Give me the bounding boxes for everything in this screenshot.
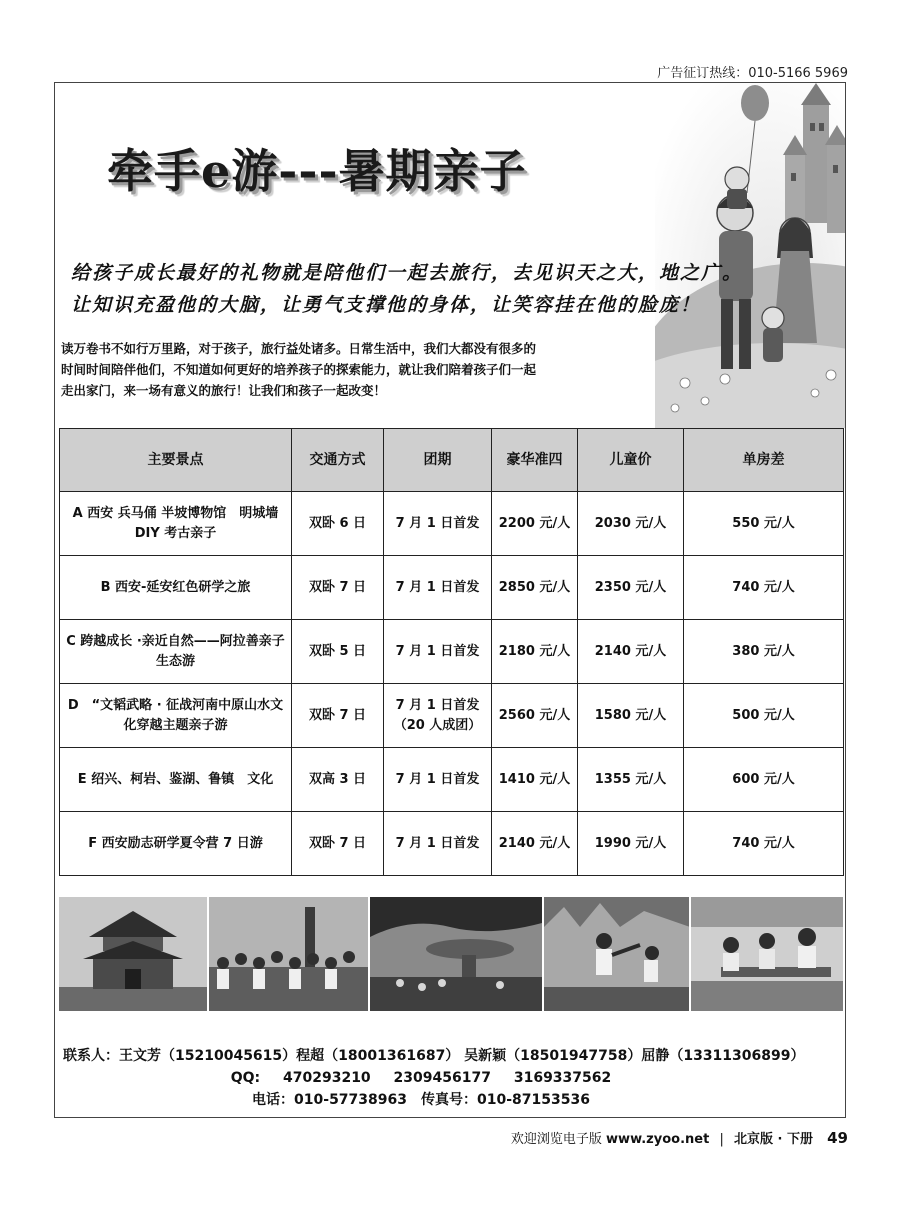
contact-qq <box>63 1067 839 1089</box>
ad-hotline: 广告征订热线：010-5166 5969 <box>657 66 848 81</box>
footer-url-link[interactable]: www.zyoo.net <box>606 1132 710 1147</box>
tour-transport: 双卧 5 日 <box>292 620 384 684</box>
table-header-row <box>60 429 844 492</box>
table-row <box>60 556 844 620</box>
tour-single-supplement: 740 元/人 <box>684 556 844 620</box>
group-photo-1 <box>209 897 369 1011</box>
qq-number: 470293210 <box>283 1070 371 1086</box>
tour-child-price: 1990 元/人 <box>578 812 684 876</box>
tour-transport: 双高 3 日 <box>292 748 384 812</box>
table-row <box>60 492 844 556</box>
page-footer <box>511 1128 848 1147</box>
photo-strip <box>59 897 843 1011</box>
table-row <box>60 684 844 748</box>
tour-deluxe-price: 2560 元/人 <box>492 684 578 748</box>
tour-single-supplement: 380 元/人 <box>684 620 844 684</box>
footer-welcome: 欢迎浏览电子版 <box>510 1132 602 1147</box>
slogan-line-2: 让知识充盈他的大脑，让勇气支撑他的身体，让笑容挂在他的脸庞！ <box>71 294 702 316</box>
tour-deluxe-price: 1410 元/人 <box>492 748 578 812</box>
headline: 牵手e游---暑期亲子 <box>107 144 527 198</box>
qq-label: QQ: <box>230 1070 261 1086</box>
contact-block <box>63 1045 839 1111</box>
tour-departure: 7 月 1 日首发 <box>384 620 492 684</box>
martial-arts-photo <box>544 897 690 1011</box>
col-header-spots: 主要景点 <box>60 429 292 492</box>
tour-spots: E 绍兴、柯岩、鉴湖、鲁镇 文化 <box>60 748 292 812</box>
tour-single-supplement: 600 元/人 <box>684 748 844 812</box>
col-header-deluxe-price: 豪华准四 <box>492 429 578 492</box>
qq-number: 3169337562 <box>513 1070 612 1086</box>
intro-paragraph: 读万卷书不如行万里路，对于孩子，旅行益处诸多。日常生活中，我们大都没有很多的时间时间陪伴他们，不知道如何更好的培养孩子的探索能力，就让我们陪着孩子们一起走出家门，来一场有意义的旅行！让我们和孩子一起改变！ <box>61 341 537 398</box>
page-number: 49 <box>827 1129 848 1147</box>
tour-single-supplement: 500 元/人 <box>684 684 844 748</box>
table-row <box>60 620 844 684</box>
tour-price-table <box>59 428 844 876</box>
tour-single-supplement: 740 元/人 <box>684 812 844 876</box>
col-header-transport: 交通方式 <box>292 429 384 492</box>
table-row <box>60 812 844 876</box>
tour-departure: 7 月 1 日首发（20 人成团） <box>384 684 492 748</box>
tour-transport: 双卧 7 日 <box>292 684 384 748</box>
col-header-departure: 团期 <box>384 429 492 492</box>
qq-number: 2309456177 <box>393 1070 491 1086</box>
tour-transport: 双卧 7 日 <box>292 812 384 876</box>
table-row <box>60 748 844 812</box>
tour-deluxe-price: 2180 元/人 <box>492 620 578 684</box>
tour-departure: 7 月 1 日首发 <box>384 492 492 556</box>
tour-spots: B 西安-延安红色研学之旅 <box>60 556 292 620</box>
col-header-child-price: 儿童价 <box>578 429 684 492</box>
tour-departure: 7 月 1 日首发 <box>384 556 492 620</box>
tour-child-price: 2140 元/人 <box>578 620 684 684</box>
bell-tower-photo <box>59 897 207 1011</box>
footer-divider: | <box>719 1132 724 1147</box>
tour-deluxe-price: 2140 元/人 <box>492 812 578 876</box>
tour-deluxe-price: 2850 元/人 <box>492 556 578 620</box>
footer-edition: 北京版 · 下册 <box>733 1132 813 1147</box>
tour-spots: C 跨越成长 ·亲近自然——阿拉善亲子生态游 <box>60 620 292 684</box>
advert-frame <box>54 82 846 1118</box>
tour-departure: 7 月 1 日首发 <box>384 812 492 876</box>
tour-child-price: 2350 元/人 <box>578 556 684 620</box>
tour-transport: 双卧 7 日 <box>292 556 384 620</box>
slogan-line-1: 给孩子成长最好的礼物就是陪他们一起去旅行，去见识天之大，地之广。 <box>71 262 744 284</box>
contact-people: 联系人：王文芳（15210045615）程超（18001361687） 吴新颖（18501947758）屈静（13311306899） <box>63 1048 805 1064</box>
tour-deluxe-price: 2200 元/人 <box>492 492 578 556</box>
tour-spots: F 西安励志研学夏令营 7 日游 <box>60 812 292 876</box>
tour-spots: D “文韬武略 · 征战河南中原山水文化穿越主题亲子游 <box>60 684 292 748</box>
tour-departure: 7 月 1 日首发 <box>384 748 492 812</box>
tour-child-price: 2030 元/人 <box>578 492 684 556</box>
family-illustration <box>655 83 846 428</box>
col-header-single-supplement: 单房差 <box>684 429 844 492</box>
contact-phone-fax: 电话：010-57738963 传真号：010-87153536 <box>252 1092 590 1108</box>
tour-single-supplement: 550 元/人 <box>684 492 844 556</box>
classroom-photo <box>691 897 843 1011</box>
tour-transport: 双卧 6 日 <box>292 492 384 556</box>
rock-formation-photo <box>370 897 542 1011</box>
tour-spots: A 西安 兵马俑 半坡博物馆 明城墙 DIY 考古亲子 <box>60 492 292 556</box>
tour-child-price: 1580 元/人 <box>578 684 684 748</box>
tour-child-price: 1355 元/人 <box>578 748 684 812</box>
